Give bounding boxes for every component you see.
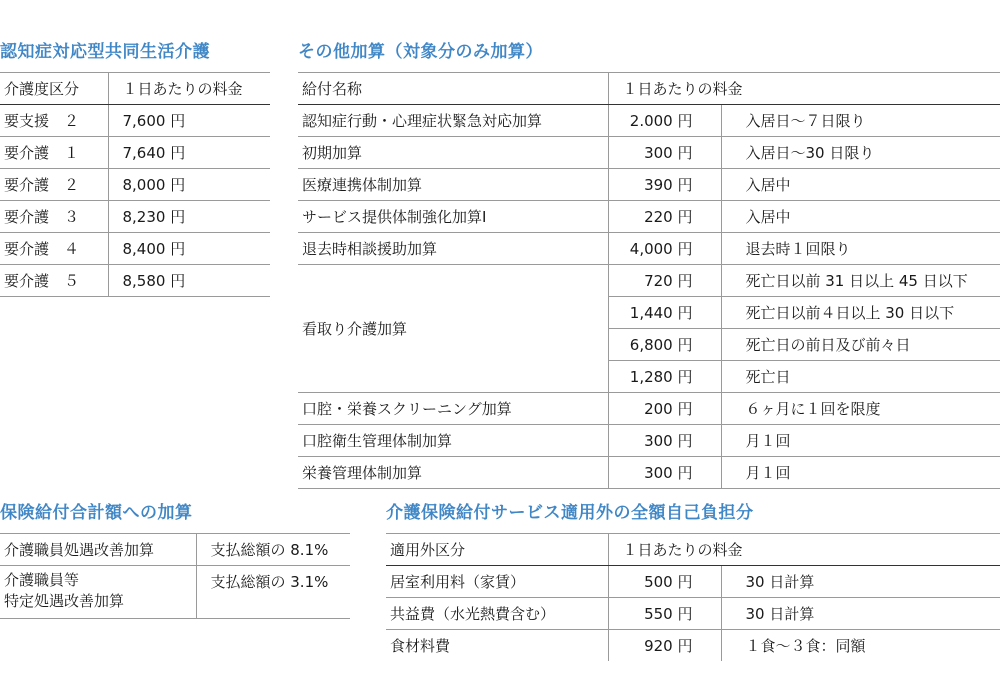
benefit-note: ６ヶ月に１回を限度 — [721, 393, 1000, 425]
care-level: 要介護 ３ — [0, 201, 108, 233]
table-row — [386, 598, 1000, 630]
care-level: 要介護 ２ — [0, 169, 108, 201]
mitori-name: 看取り介護加算 — [298, 265, 608, 393]
daily-fee: 8,400 円 — [108, 233, 270, 265]
table-row — [298, 233, 1000, 265]
table-row — [298, 201, 1000, 233]
insurance-additions-section — [0, 500, 352, 619]
expense-note: 30 日計算 — [721, 598, 1000, 630]
benefit-fee: 2.000 円 — [608, 105, 721, 137]
benefit-note: 入居中 — [721, 169, 1000, 201]
mitori-fee: 720 円 — [608, 265, 721, 297]
benefit-name: 口腔衛生管理体制加算 — [298, 425, 608, 457]
benefit-name: 退去時相談援助加算 — [298, 233, 608, 265]
other-additions-title: その他加算（対象分のみ加算） — [298, 42, 543, 62]
benefit-note: 退去時１回限り — [721, 233, 1000, 265]
table-row — [0, 137, 270, 169]
mitori-fee: 6,800 円 — [608, 329, 721, 361]
header-benefit-name: 給付名称 — [298, 73, 608, 105]
header-daily-fee: １日あたりの料金 — [608, 534, 1000, 566]
benefit-fee: 300 円 — [608, 425, 721, 457]
table-row — [298, 425, 1000, 457]
expense-name: 共益費（水光熱費含む） — [386, 598, 608, 630]
table-row — [0, 534, 350, 566]
dementia-care-title: 認知症対応型共同生活介護 — [0, 42, 210, 62]
addition-name: 介護職員処遇改善加算 — [0, 534, 196, 566]
table-row — [298, 137, 1000, 169]
benefit-fee: 220 円 — [608, 201, 721, 233]
benefit-fee: 200 円 — [608, 393, 721, 425]
benefit-name: 口腔・栄養スクリーニング加算 — [298, 393, 608, 425]
addition-rate: 支払総額の 8.1% — [196, 534, 350, 566]
expense-name: 食材料費 — [390, 637, 451, 655]
addition-name: 介護職員等 特定処遇改善加算 — [0, 566, 196, 619]
other-additions-section — [298, 39, 1000, 489]
insurance-additions-title: 保険給付合計額への加算 — [0, 503, 193, 523]
table-row — [0, 169, 270, 201]
expense-note: １食〜３食：同額 — [721, 630, 1000, 662]
self-pay-section — [386, 500, 1000, 661]
table-row — [0, 201, 270, 233]
benefit-name: 医療連携体制加算 — [298, 169, 608, 201]
benefit-fee: 300 円 — [608, 457, 721, 489]
self-pay-table — [386, 533, 1000, 661]
table-row — [298, 265, 1000, 297]
dementia-care-table — [0, 72, 270, 297]
table-row — [0, 265, 270, 297]
insurance-additions-table — [0, 533, 350, 619]
self-pay-title: 介護保険給付サービス適用外の全額自己負担分 — [386, 503, 754, 523]
table-row — [0, 566, 350, 619]
mitori-fee: 1,280 円 — [608, 361, 721, 393]
care-level: 要介護 ４ — [0, 233, 108, 265]
table-row — [0, 105, 270, 137]
expense-name: 居室利用料（家賃） — [386, 566, 608, 598]
table-row — [298, 457, 1000, 489]
benefit-name: 認知症行動・心理症状緊急対応加算 — [298, 105, 608, 137]
expense-fee: 500 円 — [608, 566, 721, 598]
benefit-fee: 300 円 — [608, 137, 721, 169]
daily-fee: 8,580 円 — [108, 265, 270, 297]
table-row — [386, 630, 1000, 662]
benefit-note: 月１回 — [721, 457, 1000, 489]
benefit-name: サービス提供体制強化加算Ⅰ — [298, 201, 608, 233]
benefit-name: 初期加算 — [298, 137, 608, 169]
benefit-note: 入居日〜７日限り — [721, 105, 1000, 137]
table-row — [298, 393, 1000, 425]
care-level: 要介護 １ — [0, 137, 108, 169]
table-header-row — [298, 73, 1000, 105]
daily-fee: 8,230 円 — [108, 201, 270, 233]
benefit-note: 月１回 — [721, 425, 1000, 457]
table-row — [0, 233, 270, 265]
header-daily-fee: １日あたりの料金 — [108, 73, 270, 105]
care-level: 要介護 ５ — [0, 265, 108, 297]
daily-fee: 7,600 円 — [108, 105, 270, 137]
benefit-name: 栄養管理体制加算 — [298, 457, 608, 489]
table-row — [298, 105, 1000, 137]
header-daily-fee: １日あたりの料金 — [608, 73, 1000, 105]
daily-fee: 8,000 円 — [108, 169, 270, 201]
table-header-row — [0, 73, 270, 105]
benefit-note: 入居中 — [721, 201, 1000, 233]
benefit-note: 入居日〜30 日限り — [721, 137, 1000, 169]
table-row — [298, 169, 1000, 201]
mitori-note: 死亡日の前日及び前々日 — [721, 329, 1000, 361]
expense-note: 30 日計算 — [721, 566, 1000, 598]
table-header-row — [386, 534, 1000, 566]
expense-fee: 920 円 — [608, 630, 721, 662]
header-category: 適用外区分 — [386, 534, 608, 566]
mitori-note: 死亡日 — [721, 361, 1000, 393]
mitori-note: 死亡日以前４日以上 30 日以下 — [721, 297, 1000, 329]
care-level: 要支援 ２ — [0, 105, 108, 137]
daily-fee: 7,640 円 — [108, 137, 270, 169]
other-additions-table — [298, 72, 1000, 489]
expense-fee: 550 円 — [608, 598, 721, 630]
mitori-fee: 1,440 円 — [608, 297, 721, 329]
addition-rate: 支払総額の 3.1% — [196, 566, 350, 619]
benefit-fee: 390 円 — [608, 169, 721, 201]
benefit-fee: 4,000 円 — [608, 233, 721, 265]
dementia-care-section — [0, 39, 272, 297]
mitori-note: 死亡日以前 31 日以上 45 日以下 — [721, 265, 1000, 297]
header-care-level: 介護度区分 — [0, 73, 108, 105]
table-row — [386, 566, 1000, 598]
